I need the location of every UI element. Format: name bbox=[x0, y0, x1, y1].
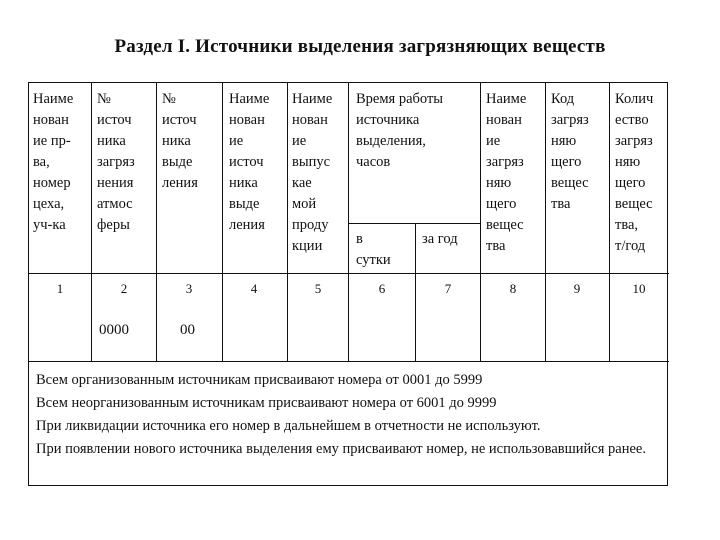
header-emission-source-number: № источ ника выде ления bbox=[162, 91, 198, 191]
header-pollution-source-number: № источ ника загряз нения атмос феры bbox=[97, 91, 135, 233]
column-number: 2 bbox=[120, 281, 128, 296]
grid-line bbox=[156, 83, 157, 361]
grid-line bbox=[29, 273, 669, 274]
column-number: 10 bbox=[632, 281, 646, 296]
header-hours-per-year: за год bbox=[422, 231, 458, 247]
column-number: 5 bbox=[314, 281, 322, 296]
column-number: 8 bbox=[509, 281, 517, 296]
header-pollutant-name: Наиме нован ие загряз няю щего вещес тва bbox=[486, 91, 527, 254]
grid-line bbox=[348, 223, 480, 224]
column-number: 6 bbox=[378, 281, 386, 296]
numbering-notes bbox=[29, 361, 669, 461]
column-number: 4 bbox=[250, 281, 258, 296]
header-pollutant-code: Код загряз няю щего вещес тва bbox=[551, 91, 589, 212]
header-pollutant-amount: Колич ество загряз няю щего вещес тва, т/год bbox=[615, 91, 654, 254]
section-title: Раздел I. Источники выделения загрязняющих веществ bbox=[114, 36, 606, 57]
note-line: При ликвидации источника его номер в дальнейшем в отчетности не используют. bbox=[36, 418, 541, 434]
grid-line bbox=[415, 223, 416, 361]
grid-line bbox=[348, 83, 349, 361]
grid-line bbox=[222, 83, 223, 361]
note-line: Всем неорганизованным источникам присваивают номера от 6001 до 9999 bbox=[36, 395, 497, 411]
example-emission-source-code: 00 bbox=[180, 322, 195, 338]
column-number: 3 bbox=[185, 281, 193, 296]
grid-line bbox=[287, 83, 288, 361]
header-operating-time: Время работы источника выделения, часов bbox=[356, 91, 444, 170]
header-emission-source-name: Наиме нован ие источ ника выде ления bbox=[229, 91, 270, 233]
note-line: Всем организованным источникам присваивают номера от 0001 до 5999 bbox=[36, 372, 483, 388]
column-number: 7 bbox=[444, 281, 452, 296]
grid-line bbox=[545, 83, 546, 361]
header-hours-per-day: в сутки bbox=[356, 231, 391, 268]
grid-line bbox=[609, 83, 610, 361]
sources-table bbox=[28, 82, 668, 486]
grid-line bbox=[91, 83, 92, 361]
grid-line bbox=[480, 83, 481, 361]
column-number: 1 bbox=[56, 281, 64, 296]
header-production-name: Наиме нован ие пр- ва, номер цеха, уч-ка bbox=[33, 91, 74, 233]
note-line: При появлении нового источника выделения ему присваивают номер, не использовавшийся ранее. bbox=[36, 441, 646, 457]
column-number: 9 bbox=[573, 281, 581, 296]
example-pollution-source-code: 0000 bbox=[99, 322, 129, 338]
header-product-name: Наиме нован ие выпус кае мой проду кции bbox=[292, 91, 333, 254]
